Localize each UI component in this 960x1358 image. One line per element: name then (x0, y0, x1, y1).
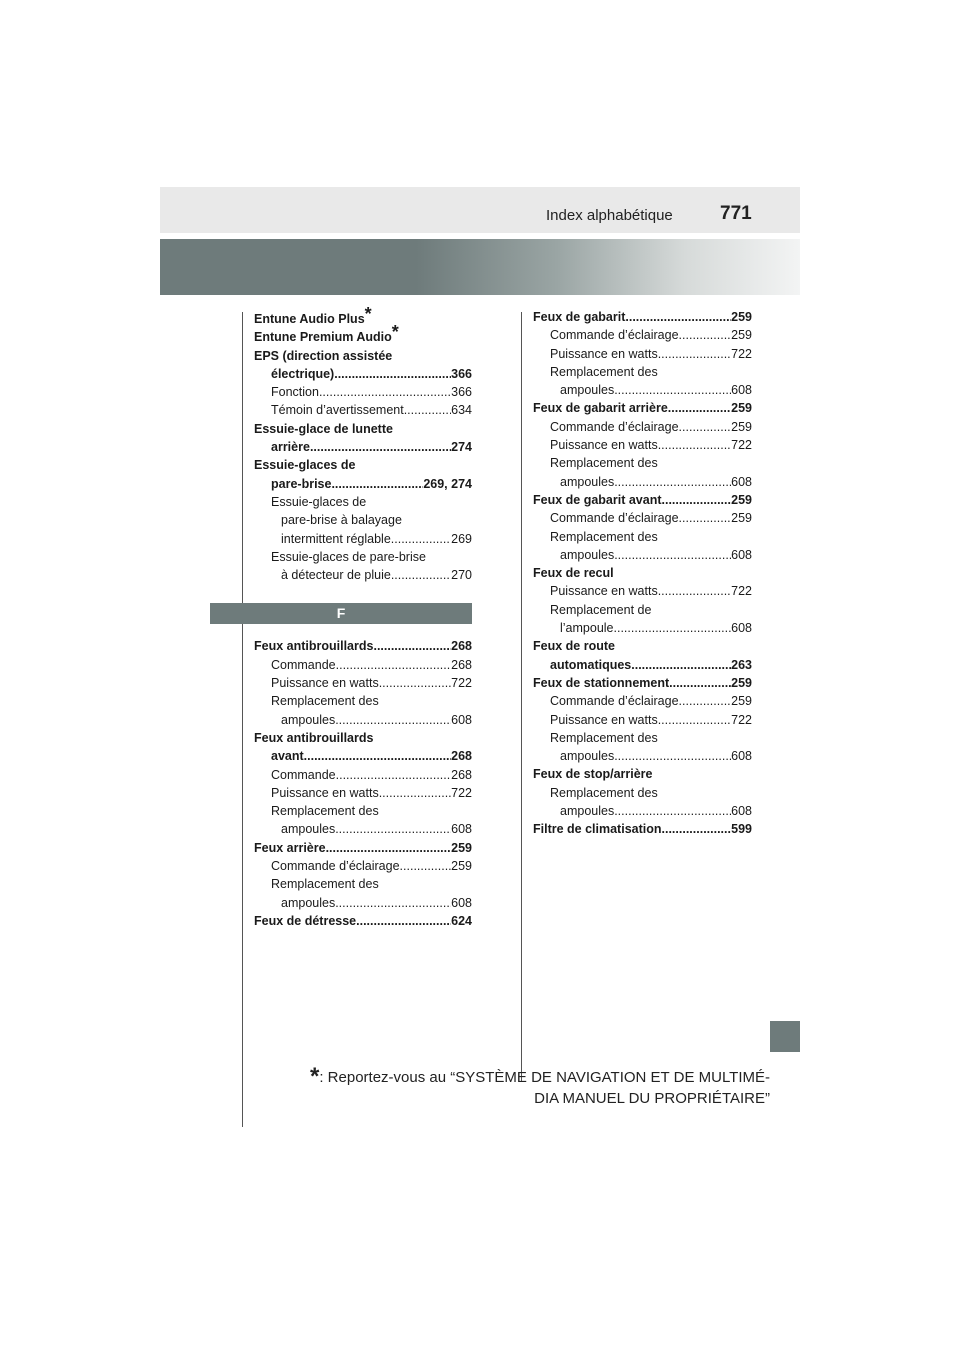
index-entry (254, 711, 472, 729)
index-entry-page: 608 (731, 621, 752, 636)
dot-leader (662, 491, 732, 509)
index-entry-term: l’ampoule (560, 621, 614, 636)
index-entry (254, 912, 472, 930)
index-entry (254, 456, 472, 474)
index-entry-page: 259 (731, 401, 752, 416)
footnote-star: * (310, 1063, 320, 1090)
index-entry-term: Entune Premium Audio (254, 330, 392, 345)
index-entry-term: à détecteur de pluie (281, 568, 391, 583)
index-entry-page: 269, 274 (423, 476, 472, 491)
index-entry-page: 608 (731, 383, 752, 398)
index-entry (254, 802, 472, 820)
index-entry-page: 722 (731, 438, 752, 453)
index-entry-page: 259 (731, 694, 752, 709)
index-entry-term: ampoules (281, 712, 336, 727)
index-entry-term: EPS (direction assistée (254, 348, 393, 363)
index-entry-term: Feux de gabarit (533, 310, 626, 324)
page-number: 771 (720, 203, 752, 224)
index-entry-page: 259 (731, 492, 752, 507)
dot-leader (658, 582, 731, 600)
index-entry-page: 259 (731, 675, 752, 690)
index-entry-page: 624 (451, 913, 472, 928)
index-entry-term: Feux de détresse (254, 913, 357, 928)
index-entry-term: Remplacement des (550, 456, 658, 471)
index-entry (533, 747, 752, 765)
index-entry-term: Commande d’éclairage (550, 511, 679, 526)
dot-leader (625, 308, 731, 326)
dot-leader (679, 692, 732, 710)
footnote-line-1: : Reportez-vous au “SYSTÈME DE NAVIGATION ET DE MULTIMÉ- (319, 1069, 770, 1086)
index-entry-page: 259 (731, 419, 752, 434)
index-entry-term: Commande d’éclairage (550, 419, 679, 434)
index-entry (254, 347, 472, 365)
index-entry-term: Fonction (271, 385, 319, 400)
dot-leader (614, 747, 731, 765)
index-entry-term: Commande d’éclairage (550, 328, 679, 343)
index-entry (254, 493, 472, 511)
index-entry (533, 546, 752, 564)
dot-leader (310, 438, 451, 456)
dot-leader (356, 912, 451, 930)
index-entry (533, 308, 752, 326)
index-entry (533, 820, 752, 838)
index-entry (254, 438, 472, 456)
dot-leader (335, 820, 451, 838)
index-entry-term: Remplacement des (550, 785, 658, 800)
dot-leader (614, 473, 731, 491)
dot-leader (304, 747, 451, 765)
index-entry-page: 268 (451, 767, 472, 782)
index-entry (533, 345, 752, 363)
index-entry-term: Feux de gabarit avant (533, 492, 662, 507)
index-entry-page: 608 (451, 712, 472, 727)
index-entry (533, 729, 752, 747)
dot-leader (391, 566, 451, 584)
index-entry-term: Commande d’éclairage (271, 859, 400, 874)
index-entry (533, 399, 752, 417)
index-entry (254, 894, 472, 912)
index-entry-term: Remplacement des (550, 730, 658, 745)
index-entry (533, 418, 752, 436)
index-entry (254, 784, 472, 802)
index-entry-term: Puissance en watts (271, 785, 379, 800)
index-entry-page: 263 (731, 657, 752, 672)
index-entry-term: Puissance en watts (550, 584, 658, 599)
index-entry-term: Remplacement des (271, 877, 379, 892)
index-entry (254, 839, 472, 857)
index-entry-term: ampoules (560, 749, 615, 764)
index-entry-term: Remplacement des (550, 364, 658, 379)
index-entry-term: Essuie-glaces de (254, 458, 356, 473)
index-entry-page: 268 (451, 749, 472, 764)
index-entry-page: 722 (731, 346, 752, 361)
dot-leader (331, 475, 423, 493)
index-entry-term: intermittent réglable (281, 531, 391, 546)
middle-column-rule (521, 312, 522, 1082)
index-entry-page: 722 (451, 676, 472, 691)
index-entry (254, 656, 472, 674)
index-entry-page: 599 (731, 822, 752, 837)
index-entry (254, 766, 472, 784)
index-entry-page: 608 (731, 749, 752, 764)
index-entry-page: 259 (451, 840, 472, 855)
dot-leader (614, 802, 731, 820)
index-entry (533, 765, 752, 783)
index-entry-term: pare-brise (271, 476, 332, 491)
dot-leader (334, 365, 451, 383)
index-entry-term: ampoules (560, 804, 615, 819)
index-entry-term: Essuie-glaces de pare-brise (271, 549, 426, 564)
dot-leader (668, 399, 731, 417)
index-entry-term: Remplacement des (271, 804, 379, 819)
footnote-line-2: DIA MANUEL DU PROPRIÉTAIRE” (534, 1090, 770, 1107)
index-entry-term: Entune Audio Plus (254, 312, 365, 326)
index-entry (533, 637, 752, 655)
index-entry-page: 259 (731, 310, 752, 324)
index-entry-term: arrière (271, 440, 310, 455)
left-column-rule (242, 312, 243, 1127)
index-entry-term: Essuie-glaces de (271, 494, 367, 509)
index-entry-page: 722 (731, 584, 752, 599)
dot-leader (658, 711, 731, 729)
index-entry (533, 363, 752, 381)
index-entry (533, 564, 752, 582)
dot-leader (404, 401, 451, 419)
index-entry-term: Feux de stop/arrière (533, 767, 653, 782)
index-entry (254, 566, 472, 584)
dot-leader (679, 326, 732, 344)
index-entry (254, 747, 472, 765)
dot-leader (631, 656, 731, 674)
index-entry-page: 366 (451, 385, 472, 400)
footnote-marker: * (364, 304, 372, 324)
index-entry-term: ampoules (560, 547, 615, 562)
index-entry (533, 601, 752, 619)
dot-leader (326, 839, 452, 857)
index-entry (254, 637, 472, 655)
index-column-left (254, 304, 472, 930)
index-entry-term: Commande (271, 767, 336, 782)
index-entry-page: 268 (451, 639, 472, 654)
dot-leader (614, 381, 731, 399)
dot-leader (373, 637, 451, 655)
index-entry (254, 401, 472, 419)
index-entry (533, 692, 752, 710)
index-entry-term: Feux de route (533, 639, 615, 654)
index-entry (254, 322, 472, 346)
dot-leader (319, 383, 451, 401)
index-entry-term: ampoules (281, 822, 336, 837)
index-entry (533, 582, 752, 600)
index-entry-page: 274 (451, 440, 472, 455)
index-entry (533, 381, 752, 399)
index-entry-term: automatiques (550, 657, 632, 672)
index-entry (533, 619, 752, 637)
index-entry (533, 509, 752, 527)
dot-leader (336, 766, 452, 784)
index-entry-page: 268 (451, 657, 472, 672)
index-entry-page: 259 (451, 859, 472, 874)
index-entry (254, 857, 472, 875)
index-entry-page: 608 (451, 822, 472, 837)
index-entry (533, 784, 752, 802)
index-entry-page: 270 (451, 568, 472, 583)
index-entry-term: Puissance en watts (550, 438, 658, 453)
index-entry-term: Remplacement de (550, 602, 652, 617)
index-entry-page: 259 (731, 328, 752, 343)
index-entry-term: Puissance en watts (271, 676, 379, 691)
dot-leader (679, 509, 732, 527)
index-entry (533, 326, 752, 344)
index-entry (533, 491, 752, 509)
index-entry-term: Feux de stationnement (533, 675, 670, 690)
index-entry (254, 729, 472, 747)
index-entry (533, 802, 752, 820)
section-letter: F (210, 603, 472, 624)
dot-leader (669, 674, 731, 692)
index-entry (254, 548, 472, 566)
index-entry-term: Feux de gabarit arrière (533, 401, 668, 416)
index-column-right (533, 308, 752, 839)
index-entry (254, 674, 472, 692)
index-entry (254, 692, 472, 710)
dot-leader (379, 784, 451, 802)
dot-leader (614, 546, 731, 564)
footnote (300, 1063, 770, 1109)
index-entry-page: 259 (731, 511, 752, 526)
index-entry-term: Témoin d’avertissement (271, 403, 404, 418)
index-entry-page: 608 (451, 895, 472, 910)
dot-leader (379, 674, 451, 692)
index-entry-term: ampoules (560, 383, 615, 398)
chapter-tab (770, 1021, 800, 1052)
index-entry-term: Feux de recul (533, 566, 614, 581)
index-entry (254, 475, 472, 493)
index-entry-term: Puissance en watts (550, 346, 658, 361)
index-entry (533, 711, 752, 729)
index-entry-term: Feux arrière (254, 840, 326, 855)
footnote-marker: * (391, 322, 399, 343)
index-entry-term: pare-brise à balayage (281, 513, 402, 528)
index-entry (533, 454, 752, 472)
dot-leader (614, 619, 732, 637)
index-entry (254, 820, 472, 838)
header-gradient-band (160, 239, 800, 295)
index-entry-page: 722 (451, 785, 472, 800)
index-entry-page: 366 (451, 366, 472, 381)
index-entry (533, 674, 752, 692)
index-entry-term: avant (271, 749, 304, 764)
dot-leader (658, 436, 731, 454)
index-entry-page: 269 (451, 531, 472, 546)
index-entry-term: Commande (271, 657, 336, 672)
index-entry-term: ampoules (281, 895, 336, 910)
index-entry-term: Feux antibrouillards (254, 730, 374, 745)
header-title: Index alphabétique (546, 207, 673, 224)
header-band (160, 187, 800, 233)
index-entry-term: Remplacement des (271, 694, 379, 709)
index-entry-term: ampoules (560, 474, 615, 489)
index-entry-term: Filtre de climatisation (533, 822, 662, 837)
dot-leader (335, 894, 451, 912)
index-entry-term: électrique) (271, 366, 335, 381)
index-entry-page: 608 (731, 804, 752, 819)
index-entry (533, 473, 752, 491)
index-entry (254, 875, 472, 893)
index-entry-page: 608 (731, 547, 752, 562)
index-entry (254, 511, 472, 529)
index-entry (254, 365, 472, 383)
index-entry (254, 304, 472, 328)
index-entry-term: Remplacement des (550, 529, 658, 544)
index-entry-term: Commande d’éclairage (550, 694, 679, 709)
index-entry (254, 383, 472, 401)
index-entry-page: 722 (731, 712, 752, 727)
index-entry (254, 420, 472, 438)
index-entry-term: Feux antibrouillards (254, 639, 374, 654)
index-entry-page: 608 (731, 474, 752, 489)
index-entry-term: Puissance en watts (550, 712, 658, 727)
dot-leader (679, 418, 732, 436)
dot-leader (336, 656, 452, 674)
index-entry (533, 528, 752, 546)
index-entry-term: Essuie-glace de lunette (254, 421, 393, 436)
dot-leader (335, 711, 451, 729)
dot-leader (662, 820, 732, 838)
dot-leader (658, 345, 731, 363)
index-entry (533, 656, 752, 674)
index-entry (533, 436, 752, 454)
index-entry (254, 530, 472, 548)
index-entry-page: 634 (451, 403, 472, 418)
dot-leader (400, 857, 452, 875)
dot-leader (391, 530, 451, 548)
